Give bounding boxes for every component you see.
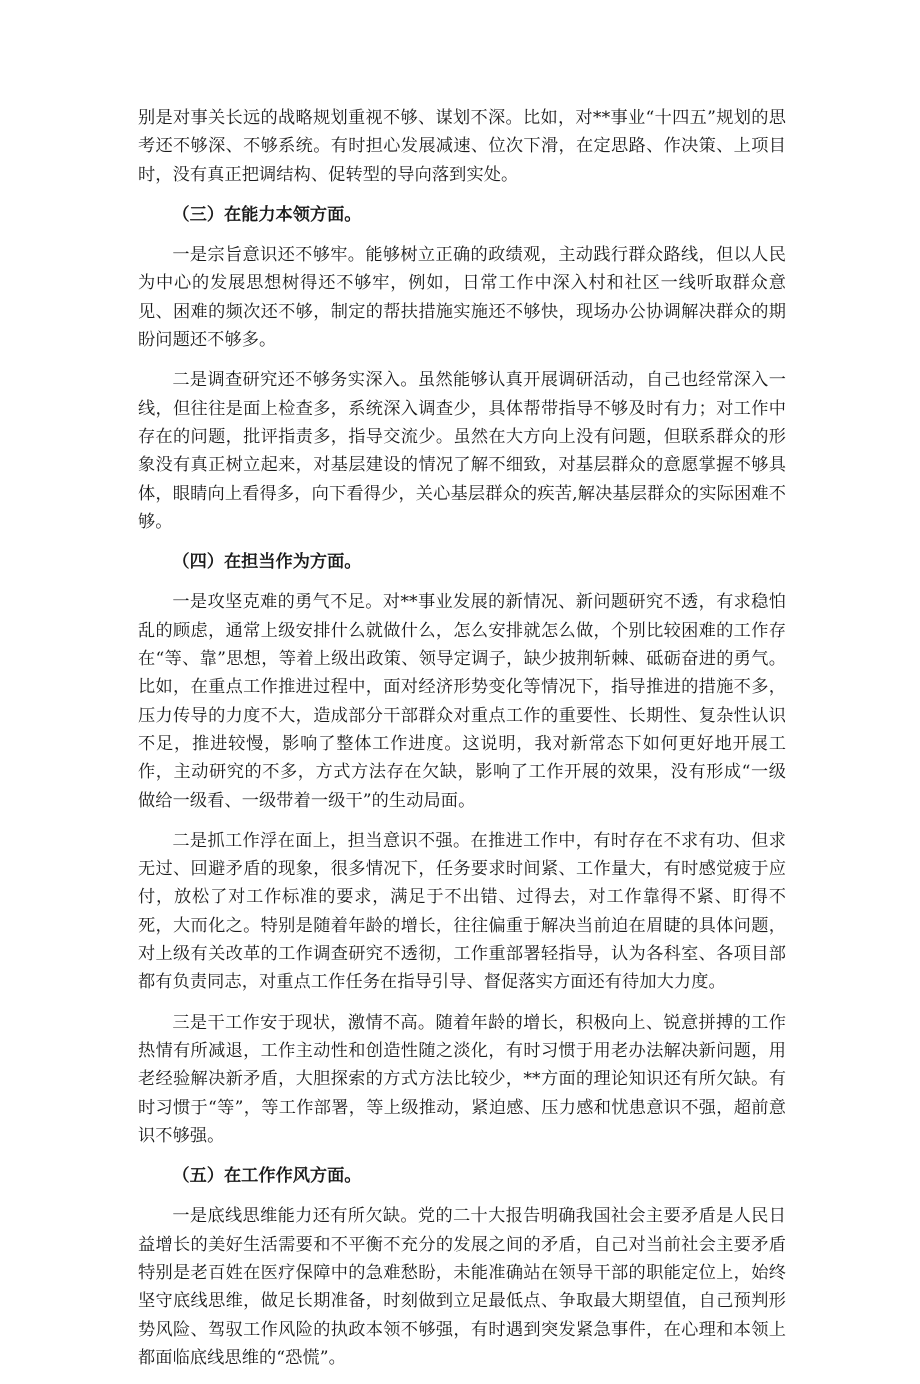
paragraph-4-3: 三是干工作安于现状，激情不高。随着年龄的增长，积极向上、锐意拼搏的工作热情有所减退，工作主动性和创造性随之淡化，有时习惯于用老办法解决新问题，用老经验解决新矛盾，大胆探索的方式方法比较少，**方面的理论知识还有所欠缺。有时习惯于“等”，等工作部署，等上级推动，紧迫感、压力感和忧患意识不强，超前意识不够强。 — [138, 1012, 786, 1146]
paragraph-3-1: 一是宗旨意识还不够牢。能够树立正确的政绩观，主动践行群众路线，但以人民为中心的发展思想树得还不够牢，例如，日常工作中深入村和社区一线听取群众意见、困难的频次还不够，制定的帮扶措施实施还不够快，现场办公协调解决群众的期盼问题还不够多。 — [138, 245, 786, 351]
paragraph-4-1: 一是攻坚克难的勇气不足。对**事业发展的新情况、新问题研究不透，有求稳怕乱的顾虑，通常上级安排什么就做什么，怎么安排就怎么做，个别比较困难的工作存在“等、靠”思想，等着上级出政策、领导定调子，缺少披荆斩棘、砥砺奋进的勇气。比如，在重点工作推进过程中，面对经济形势变化等情况下，指导推进的措施不多，压力传导的力度不大，造成部分干部群众对重点工作的重要性、长期性、复杂性认识不足，推进较慢，影响了整体工作进度。这说明，我对新常态下如何更好地开展工作，主动研究的不多，方式方法存在欠缺，影响了工作开展的效果，没有形成“一级做给一级看、一级带着一级干”的生动局面。 — [138, 592, 786, 811]
section-heading-3: （三）在能力本领方面。 — [172, 204, 362, 225]
document-page — [138, 104, 786, 1384]
paragraph-3-2: 二是调查研究还不够务实深入。虽然能够认真开展调研活动，自己也经常深入一线，但往往是面上检查多，系统深入调查少，具体帮带指导不够及时有力；对工作中存在的问题，批评指责多，指导交流少。虽然在大方向上没有问题，但联系群众的形象没有真正树立起来，对基层建设的情况了解不细致，对基层群众的意愿掌握不够具体，眼睛向上看得多，向下看得少，关心基层群众的疾苦,解决基层群众的实际困难不够。 — [138, 370, 786, 532]
paragraph-intro: 别是对事关长远的战略规划重视不够、谋划不深。比如，对**事业“十四五”规划的思考还不够深、不够系统。有时担心发展减速、位次下滑，在定思路、作决策、上项目时，没有真正把调结构、促转型的导向落到实处。 — [138, 108, 786, 185]
section-heading-4: （四）在担当作为方面。 — [172, 552, 362, 573]
paragraph-5-1: 一是底线思维能力还有所欠缺。党的二十大报告明确我国社会主要矛盾是人民日益增长的美好生活需要和不平衡不充分的发展之间的矛盾，自己对当前社会主要矛盾特别是老百姓在医疗保障中的急难愁盼，未能准确站在领导干部的职能定位上，始终坚守底线思维，做足长期准备，时刻做到立足最低点、争取最大期望值，自己预判形势风险、驾驭工作风险的执政本领不够强，有时遇到突发紧急事件，在心理和本领上都面临底线思维的“恐慌”。 — [138, 1206, 786, 1368]
section-heading-5: （五）在工作作风方面。 — [172, 1166, 362, 1187]
paragraph-4-2: 二是抓工作浮在面上，担当意识不强。在推进工作中，有时存在不求有功、但求无过、回避矛盾的现象，很多情况下，任务要求时间紧、工作量大，有时感觉疲于应付，放松了对工作标准的要求，满足于不出错、过得去，对工作靠得不紧、盯得不死，大而化之。特别是随着年龄的增长，往往偏重于解决当前迫在眉睫的具体问题，对上级有关改革的工作调查研究不透彻，工作重部署轻指导，认为各科室、各项目部都有负责同志，对重点工作任务在指导引导、督促落实方面还有待加大力度。 — [138, 830, 786, 993]
